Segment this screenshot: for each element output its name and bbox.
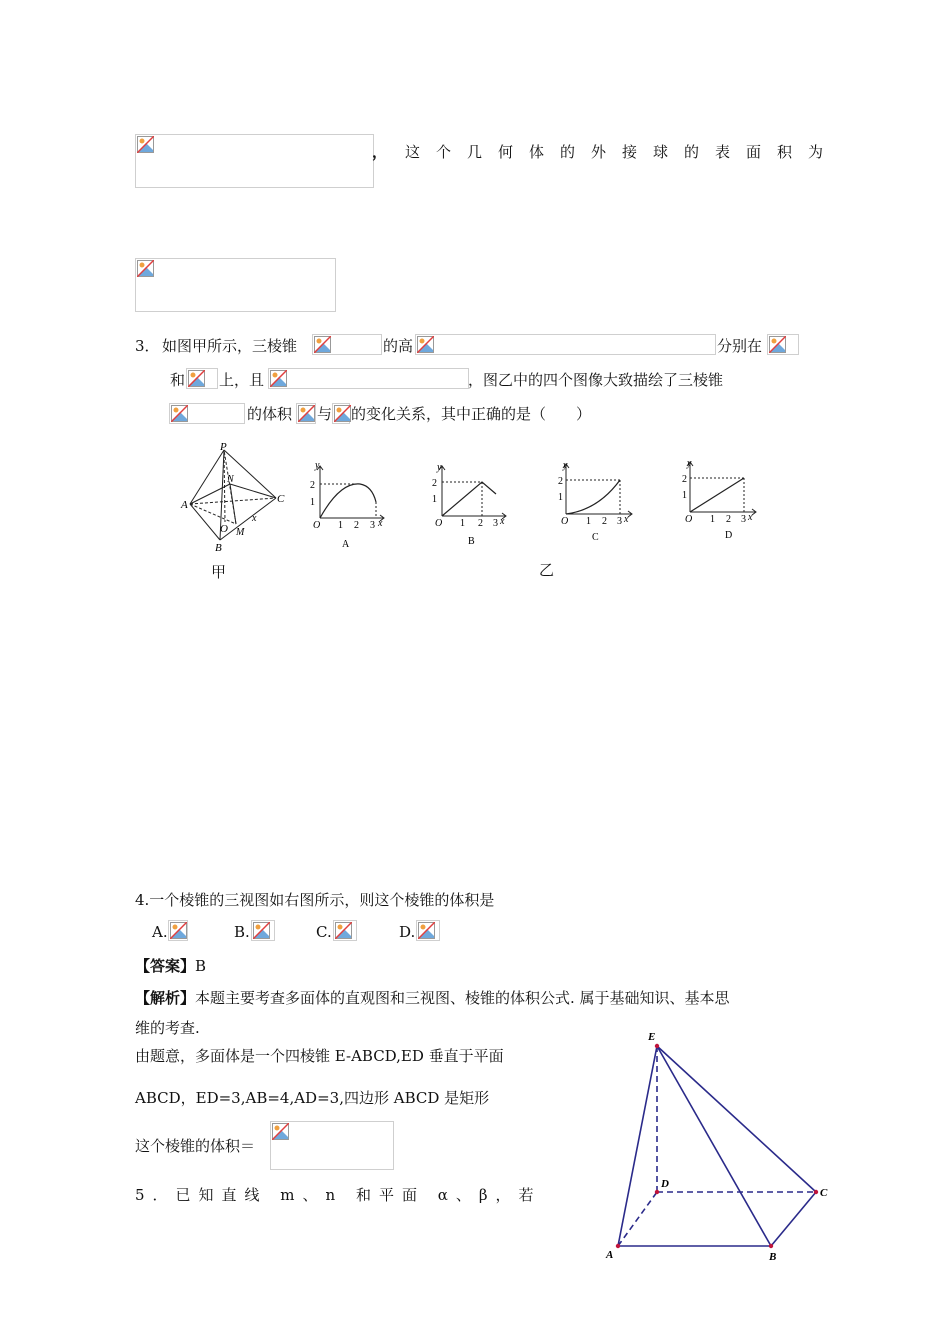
formula-image (186, 368, 218, 389)
analysis-line-5: 这个棱锥的体积＝ (135, 1137, 256, 1155)
label-M: M (236, 527, 245, 538)
axis-x: x (378, 518, 383, 529)
axis-y: y (563, 460, 568, 471)
origin: O (435, 518, 443, 529)
broken-image-icon (170, 922, 187, 939)
origin: O (561, 516, 569, 527)
option-B-label: B. (234, 923, 250, 941)
label-O: O (220, 523, 228, 535)
q3-text-9: 的变化关系，其中正确的是（ ） (351, 405, 592, 423)
broken-image-icon (253, 922, 270, 939)
formula-image (415, 334, 716, 355)
answer-tag: 【答案】 (135, 957, 196, 975)
formula-image (296, 403, 316, 424)
broken-image-icon (171, 405, 188, 422)
q3-text-7: 的体积 (247, 405, 293, 423)
broken-image-icon (137, 136, 154, 153)
q3-text-1: 如图甲所示，三棱锥 (162, 337, 298, 355)
tick-x-1: 1 (460, 518, 465, 529)
label-C: C (277, 493, 285, 505)
tick-x-3: 3 (370, 520, 375, 531)
graph-D (682, 458, 762, 548)
tick-y-1: 1 (432, 494, 437, 505)
broken-image-icon (314, 336, 331, 353)
volume-formula-image (270, 1121, 394, 1170)
label-A: A (606, 1249, 614, 1261)
tick-x-2: 2 (726, 514, 731, 525)
origin: O (313, 520, 321, 531)
option-D-image (416, 920, 440, 941)
tick-x-3: 3 (493, 518, 498, 529)
tick-y-2: 2 (558, 476, 563, 487)
analysis-line-1 (135, 988, 730, 1008)
label-C: C (820, 1187, 828, 1199)
broken-image-icon (335, 922, 352, 939)
tick-y-1: 1 (558, 492, 563, 503)
q3-text-2: 的高 (383, 337, 414, 355)
axis-y: y (437, 462, 442, 473)
formula-image (268, 368, 469, 389)
tick-y-2: 2 (432, 478, 437, 489)
label-E: E (648, 1031, 656, 1043)
figure-jia-pyramid (180, 440, 290, 555)
option-B-image (251, 920, 275, 941)
label-x: x (252, 513, 257, 524)
graph-A (310, 462, 390, 552)
graph-label-A: A (342, 539, 350, 550)
analysis-text-1: 本题主要考查多面体的直观图和三视图、棱锥的体积公式. 属于基础知识、基本思 (195, 989, 730, 1007)
tick-x-2: 2 (354, 520, 359, 531)
analysis-line-2: 维的考查. (135, 1019, 200, 1037)
broken-image-icon (769, 336, 786, 353)
broken-image-icon (272, 1123, 289, 1140)
option-C-image (333, 920, 357, 941)
analysis-line-3: 由题意，多面体是一个四棱锥 E-ABCD,ED 垂直于平面 (135, 1047, 504, 1065)
tick-x-2: 2 (602, 516, 607, 527)
formula-image (135, 258, 336, 312)
tick-x-3: 3 (617, 516, 622, 527)
broken-image-icon (417, 336, 434, 353)
figure-jia-caption: 甲 (211, 563, 227, 581)
figure-pyramid-EABCD (598, 1026, 838, 1266)
q3-text-5: 上，且 (219, 371, 265, 389)
axis-x: x (748, 512, 753, 523)
q3-text-6: ，图乙中的四个图像大致描绘了三棱锥 (468, 371, 724, 389)
broken-image-icon (418, 922, 435, 939)
graph-label-C: C (592, 532, 599, 543)
formula-image (135, 134, 374, 188)
tick-y-2: 2 (310, 480, 315, 491)
analysis-line-4: ABCD，ED=3,AB=4,AD=3,四边形 ABCD 是矩形 (135, 1089, 490, 1107)
formula-image (332, 403, 350, 424)
q4-stem: 4.一个棱锥的三视图如右图所示，则这个棱锥的体积是 (135, 891, 495, 909)
formula-image (767, 334, 799, 355)
tick-y-2: 2 (682, 474, 687, 485)
tick-y-1: 1 (682, 490, 687, 501)
broken-image-icon (270, 370, 287, 387)
graph-C (558, 460, 638, 550)
graph-label-D: D (725, 530, 733, 541)
label-N: N (227, 474, 234, 485)
graph-label-B: B (468, 536, 475, 547)
axis-x: x (624, 514, 629, 525)
broken-image-icon (334, 405, 351, 422)
tick-x-2: 2 (478, 518, 483, 529)
broken-image-icon (188, 370, 205, 387)
label-D: D (661, 1178, 669, 1190)
comma: ， (372, 143, 388, 161)
formula-image (312, 334, 382, 355)
q3-text-3: 分别在 (717, 337, 763, 355)
tick-x-3: 3 (741, 514, 746, 525)
answer-value: B (195, 957, 207, 975)
tick-x-1: 1 (338, 520, 343, 531)
figure-yi-caption: 乙 (539, 561, 555, 579)
option-C-label: C. (316, 923, 332, 941)
q3-text-8: 与 (317, 405, 333, 423)
label-B: B (215, 542, 222, 554)
option-A-label: A. (152, 923, 168, 941)
tick-x-1: 1 (586, 516, 591, 527)
answer-line (135, 956, 206, 976)
q3-number: 3． (135, 337, 160, 355)
option-A-image (168, 920, 188, 941)
graph-B (432, 462, 512, 552)
origin: O (685, 514, 693, 525)
label-B: B (769, 1251, 777, 1263)
axis-y: y (315, 462, 320, 471)
label-A: A (181, 499, 188, 511)
label-P: P (220, 441, 227, 453)
option-D-label: D. (399, 923, 416, 941)
analysis-tag: 【解析】 (135, 989, 196, 1007)
axis-x: x (500, 516, 505, 527)
axis-y: y (687, 458, 692, 469)
broken-image-icon (298, 405, 315, 422)
broken-image-icon (137, 260, 154, 277)
q2-tail-text: 这个几何体的外接球的表面积为 (405, 143, 840, 161)
q3-text-4: 和 (170, 371, 186, 389)
formula-image (169, 403, 245, 424)
tick-y-1: 1 (310, 497, 315, 508)
tick-x-1: 1 (710, 514, 715, 525)
q5-stem: 5．已知直线 m、n 和平面 α、β，若 (135, 1186, 542, 1204)
